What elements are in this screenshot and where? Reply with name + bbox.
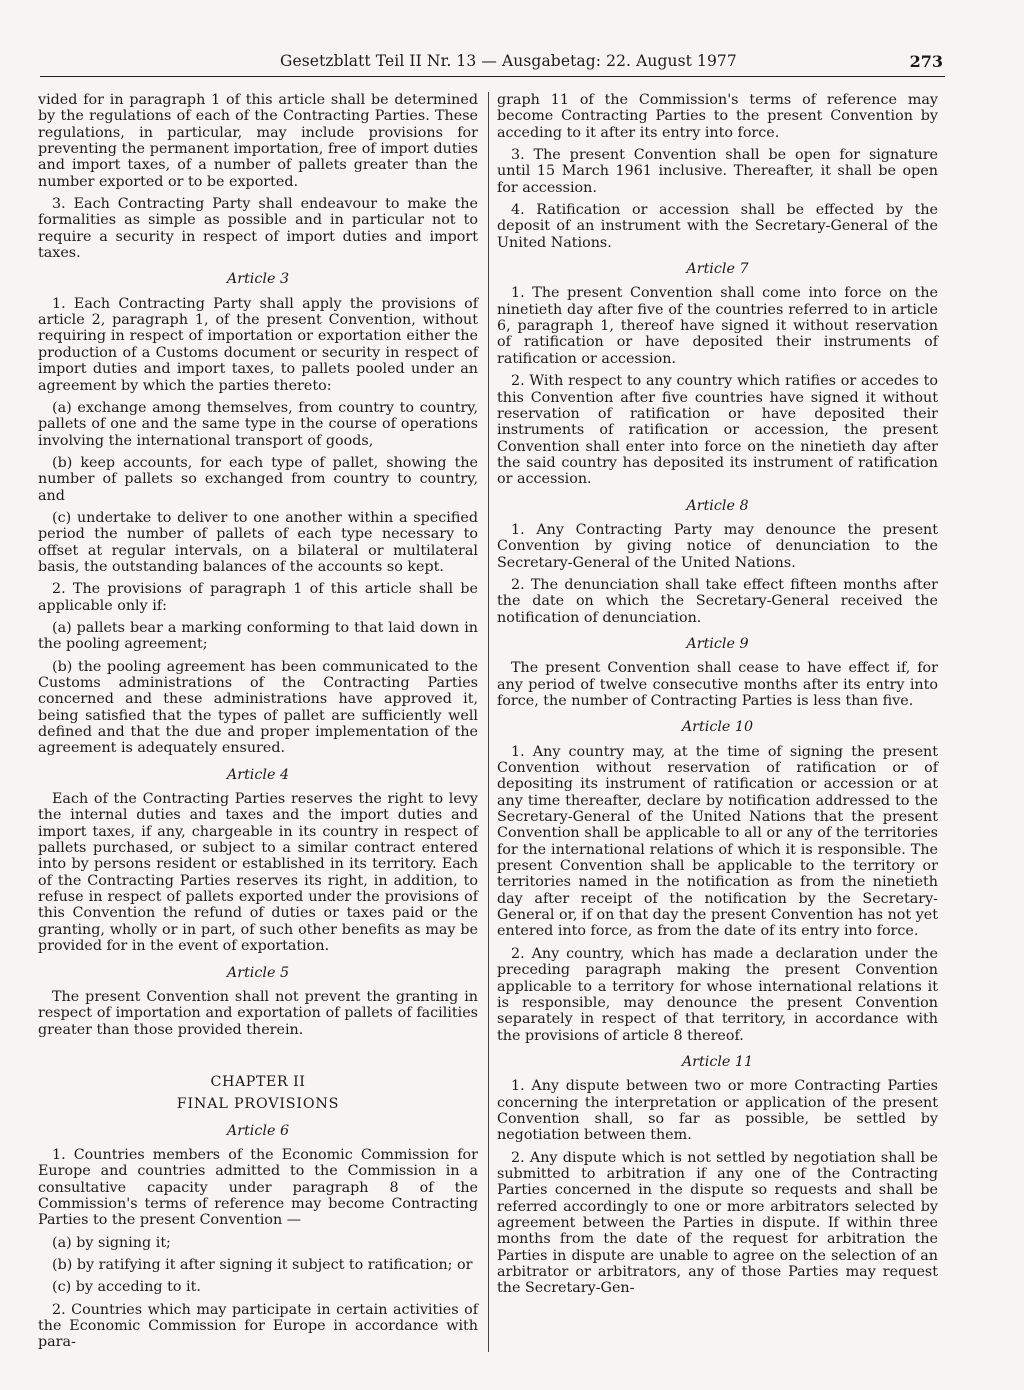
- header-title: Gesetzblatt Teil II Nr. 13 — Ausgabetag: 22. August 1977: [280, 52, 737, 70]
- paragraph: Each of the Contracting Parties reserves the right to levy the internal duties and taxes and the import duties and import taxes, if any, chargeable in its country in respect of pallets purchased, or subject to a similar contract entered into by persons resident or established in its territory. Each of the Contracting Parties reserves its right, in addition, to refuse in respect of pallets exported under the provisions of this Convention the refund of duties or taxes paid or the granting, wholly or in part, of such other benefits as may be provided for in the event of exportation.: [38, 791, 478, 955]
- paragraph: 2. Any country, which has made a declaration under the preceding paragraph making the present Convention applicable to a territory for whose international relations it is responsible, may denounce the present Convention separately in respect of that territory, in accordance with the provisions of article 8 thereof.: [497, 945, 938, 1044]
- paragraph: (a) exchange among themselves, from country to country, pallets of one and the same type in the course of operations involving the international transport of goods,: [38, 399, 478, 449]
- list-item: (b) by ratifying it after signing it subject to ratification; or: [52, 1256, 473, 1273]
- paragraph: 2. Countries which may participate in certain activities of the Economic Commission for Europe in accordance with para-: [38, 1301, 478, 1351]
- paragraph: The present Convention shall cease to have effect if, for any period of twelve consecutive months after its entry into force, the number of Contracting Parties is less than five.: [497, 660, 938, 709]
- chapter-subheading: FINAL PROVISIONS: [176, 1096, 340, 1113]
- paragraph: 4. Ratification or accession shall be effected by the deposit of an instrument with the Secretary-General of the United Nations.: [497, 202, 938, 251]
- list-item: (a) by signing it;: [52, 1234, 171, 1251]
- column-divider: [488, 92, 489, 1352]
- paragraph: 1. Each Contracting Party shall apply the provisions of article 2, paragraph 1, of the present Convention, without requiring in respect of importation or exportation either the production of a Customs document or security in respect of import duties and import taxes, to pallets pooled under an agreement by which the parties thereto:: [38, 295, 478, 394]
- page-header: [40, 50, 945, 77]
- paragraph: 1. Any dispute between two or more Contracting Parties concerning the interpretation or application of the present Convention shall, so far as possible, be settled by negotiation between them.: [497, 1078, 938, 1144]
- paragraph: The present Convention shall not prevent the granting in respect of importation and exportation of pallets of facilities greater than those provided therein.: [38, 988, 478, 1038]
- article-heading: Article 6: [226, 1122, 290, 1139]
- paragraph: (b) the pooling agreement has been communicated to the Customs administrations of the Contracting Parties concerned and these administrations have approved it, being satisfied that the types of pallet are sufficiently well defined and that the due and proper implementation of the agreement is adequately ensured.: [38, 658, 478, 757]
- article-heading: Article 3: [226, 271, 290, 288]
- paragraph: 2. The denunciation shall take effect fifteen months after the date on which the Secretary-General received the notification of denunciation.: [497, 576, 938, 626]
- article-heading: Article 5: [226, 964, 290, 981]
- chapter-heading: CHAPTER II: [210, 1073, 306, 1090]
- article-heading: Article 4: [226, 766, 290, 783]
- paragraph: 2. Any dispute which is not settled by negotiation shall be submitted to arbitration if any one of the Contracting Parties concerned in the dispute so requests and shall be referred accordingly to one or more arbitrators selected by agreement between the Parties in dispute. If within three months from the date of the request for arbitration the Parties in dispute are unable to agree on the selection of an arbitrator or arbitrators, any of those Parties may request the Secretary-Gen-: [497, 1149, 938, 1297]
- paragraph: (c) undertake to deliver to one another within a specified period the number of pallets of each type necessary to offset at regular intervals, on a bilateral or multilateral basis, the outstanding balances of the accounts so kept.: [38, 509, 478, 575]
- paragraph: (a) pallets bear a marking conforming to that laid down in the pooling agreement;: [38, 619, 478, 653]
- list-item: (c) by acceding to it.: [52, 1279, 201, 1296]
- article-heading: Article 10: [681, 719, 754, 736]
- paragraph: 3. Each Contracting Party shall endeavour to make the formalities as simple as possible and in particular not to require a security in respect of import duties and import taxes.: [38, 196, 478, 262]
- paragraph: graph 11 of the Commission's terms of reference may become Contracting Parties to the present Convention by acceding to it after its entry into force.: [497, 92, 938, 141]
- paragraph: 2. With respect to any country which ratifies or accedes to this Convention after five countries have signed it without reservation of ratification or have deposited their instruments of ratification or accession, the present Convention shall enter into force on the ninetieth day after the said country has deposited its instrument of ratification or accession.: [497, 373, 938, 488]
- paragraph: vided for in paragraph 1 of this article shall be determined by the regulations of each of the Contracting Parties. These regulations, in particular, may include provisions for preventing the permanent importation, free of import duties and import taxes, of a number of pallets greater than the number exported or to be exported.: [38, 92, 478, 190]
- paragraph: 1. Countries members of the Economic Commission for Europe and countries admitted to the Commission in a consultative capacity under paragraph 8 of the Commission's terms of reference may become Contracting Parties to the present Convention —: [38, 1146, 478, 1229]
- paragraph: 3. The present Convention shall be open for signature until 15 March 1961 inclusive. Thereafter, it shall be open for accession.: [497, 147, 938, 196]
- paragraph: (b) keep accounts, for each type of pallet, showing the number of pallets so exchanged from country to country, and: [38, 454, 478, 504]
- paragraph: 1. Any country may, at the time of signing the present Convention without reservation of ratification or of depositing its instrument of ratification or accession or at any time thereafter, declare by notification addressed to the Secretary-General of the United Nations that the present Convention shall be applicable to all or any of the territories for the international relations of which it is responsible. The present Convention shall be applicable to the territory or territories named in the notification as from the ninetieth day after receipt of the notification by the Secretary-General or, if on that day the present Convention has not yet entered into force, as from the date of its entry into force.: [497, 743, 938, 940]
- article-heading: Article 9: [686, 635, 749, 652]
- paragraph: 1. The present Convention shall come into force on the ninetieth day after five of the countries referred to in article 6, paragraph 1, thereof have signed it without reservation of ratification or have deposited their instruments of ratification or accession.: [497, 285, 938, 367]
- page-number: 273: [909, 52, 943, 71]
- article-heading: Article 8: [686, 497, 749, 514]
- article-heading: Article 11: [681, 1053, 754, 1070]
- paragraph: 2. The provisions of paragraph 1 of this article shall be applicable only if:: [38, 581, 478, 614]
- article-heading: Article 7: [686, 261, 749, 278]
- right-column: [497, 92, 938, 1303]
- left-column: [38, 92, 478, 1357]
- paragraph: 1. Any Contracting Party may denounce the present Convention by giving notice of denunciation to the Secretary-General of the United Nations.: [497, 521, 938, 571]
